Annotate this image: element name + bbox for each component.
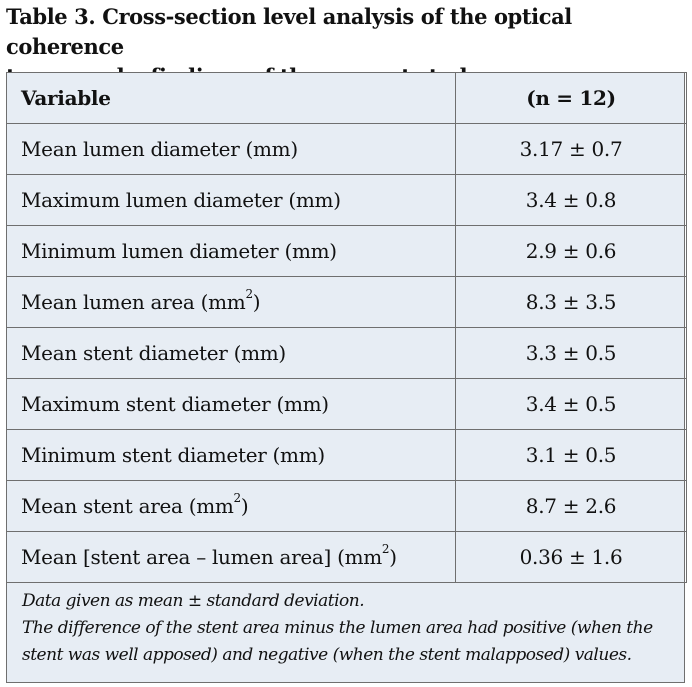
row-value: 3.4 ± 0.5 [456, 379, 687, 430]
table-row [7, 226, 687, 277]
results-table [6, 72, 687, 583]
row-label-text: Mean lumen area (mm [21, 290, 246, 314]
row-label-close: ) [252, 290, 261, 314]
table-row [7, 532, 687, 583]
row-label: Maximum stent diameter (mm) [7, 379, 456, 430]
row-label: Maximum lumen diameter (mm) [7, 175, 456, 226]
row-value: 3.3 ± 0.5 [456, 328, 687, 379]
table-row [7, 328, 687, 379]
table-row [7, 379, 687, 430]
row-label-text: Mean [stent area – lumen area] (mm [21, 545, 382, 569]
table-row [7, 481, 687, 532]
row-value: 8.3 ± 3.5 [456, 277, 687, 328]
row-label-close: ) [240, 494, 249, 518]
row-label [7, 532, 456, 583]
header-variable: Variable [7, 73, 456, 124]
table-footnote [22, 588, 682, 669]
row-value: 3.1 ± 0.5 [456, 430, 687, 481]
table-row [7, 430, 687, 481]
table-row [7, 124, 687, 175]
superscript: 2 [233, 491, 241, 505]
header-value: (n = 12) [456, 73, 687, 124]
table-row [7, 175, 687, 226]
row-label: Mean lumen diameter (mm) [7, 124, 456, 175]
superscript: 2 [381, 542, 390, 556]
row-value: 0.36 ± 1.6 [456, 532, 687, 583]
caption-line-1: Table 3. Cross-section level analysis of the optical coherence [6, 4, 572, 59]
footnote-line-2: The difference of the stent area minus the lumen area had positive (when the [22, 618, 653, 638]
table-row [7, 277, 687, 328]
row-label-text: Mean stent area (mm [21, 494, 234, 518]
row-value: 3.4 ± 0.8 [456, 175, 687, 226]
table-header-row [7, 73, 687, 124]
footnote-line-3: stent was well apposed) and negative (when the stent malapposed) values. [22, 645, 632, 665]
row-value: 8.7 ± 2.6 [456, 481, 687, 532]
row-label: Mean stent diameter (mm) [7, 328, 456, 379]
row-value: 2.9 ± 0.6 [456, 226, 687, 277]
superscript: 2 [245, 287, 253, 301]
row-label [7, 277, 456, 328]
footnote-line-1: Data given as mean ± standard deviation. [22, 591, 365, 611]
row-label: Minimum stent diameter (mm) [7, 430, 456, 481]
row-label-close: ) [389, 545, 397, 569]
row-value: 3.17 ± 0.7 [456, 124, 687, 175]
row-label: Minimum lumen diameter (mm) [7, 226, 456, 277]
row-label [7, 481, 456, 532]
